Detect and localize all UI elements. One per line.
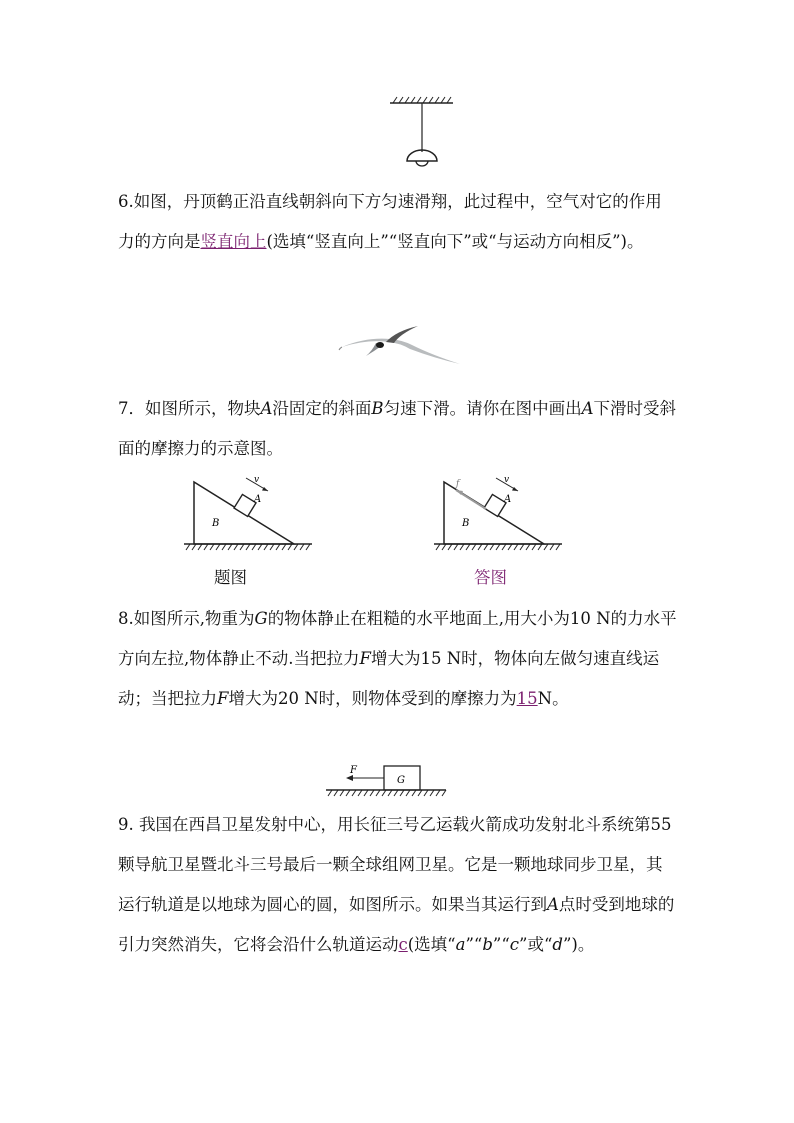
q8-var-f2: F <box>217 689 229 708</box>
question-6 <box>118 182 678 262</box>
q9-text-2: 点时受到地球的引力突然消失，它将会沿什么轨道运动 <box>118 895 675 954</box>
question-9 <box>118 805 678 965</box>
q8-answer: 15 <box>516 689 538 708</box>
q7-var-a2: A <box>581 399 594 418</box>
q9-option-d: d <box>552 935 563 954</box>
incline-answer-figure <box>430 470 565 552</box>
q7-text-1: 7．如图所示，物块 <box>118 399 261 418</box>
velocity-label: v <box>254 475 260 485</box>
q8-text-3: 增大为15 N时，物体向左做匀速直线运动；当把拉力 <box>118 649 660 708</box>
q8-text-1: 8.如图所示,物重为 <box>118 609 255 628</box>
caption-question-figure: 题图 <box>214 568 247 587</box>
q7-var-a: A <box>260 399 273 418</box>
q9-answer: c <box>398 935 408 954</box>
q9-option-a: a <box>455 935 466 954</box>
q7-text-2: 沿固定的斜面 <box>272 399 372 418</box>
q8-var-f1: F <box>359 649 371 668</box>
q6-text-b: (选填“竖直向上”“竖直向下”或“与运动方向相反”)。 <box>266 232 644 251</box>
velocity-label: v <box>504 475 510 485</box>
question-8 <box>118 599 678 719</box>
q9-sep-3: ”或“ <box>519 935 553 954</box>
slope-label: B <box>462 518 470 529</box>
q9-option-b: b <box>482 935 493 954</box>
q9-text-1: 9. 我国在西昌卫星发射中心，用长征三号乙运载火箭成功发射北斗系统第55颗导航卫星暨北斗三号最后一颗全球组网卫星。它是一颗地球同步卫星，其运行轨道是以地球为圆心的圆，如图所示。如果当其运行到 <box>118 815 672 914</box>
q9-text-4: ”)。 <box>562 935 595 954</box>
q6-text-a: 6.如图，丹顶鹤正沿直线朝斜向下方匀速滑翔，此过程中，空气对它的作用力的方向是 <box>118 192 662 251</box>
q8-text-5: N。 <box>537 689 569 708</box>
block-g-label: G <box>397 775 405 786</box>
force-f-label: F <box>350 765 357 776</box>
question-7 <box>118 389 678 469</box>
incline-question-figure <box>180 470 315 552</box>
q8-text-4: 增大为20 N时，则物体受到的摩擦力为 <box>228 689 517 708</box>
q9-text-3: (选填“ <box>407 935 456 954</box>
crane-bird-figure <box>338 325 463 367</box>
hanging-lamp-figure <box>385 95 460 175</box>
slope-label: B <box>212 518 220 529</box>
block-label: A <box>504 494 512 505</box>
q7-var-b: B <box>371 399 384 418</box>
q9-var-a: A <box>547 895 559 914</box>
q9-option-c: c <box>509 935 520 954</box>
block-on-ground-figure <box>322 762 450 802</box>
q8-var-g: G <box>254 609 268 628</box>
q6-answer: 竖直向上 <box>200 232 267 251</box>
friction-label: f <box>456 479 460 489</box>
q9-sep-2: ”“ <box>492 935 510 954</box>
q9-sep-1: ”“ <box>465 935 483 954</box>
block-label: A <box>254 494 262 505</box>
q7-text-4: 下滑时受斜面的摩擦力的示意图。 <box>118 399 676 458</box>
q8-text-2: 的物体静止在粗糙的水平地面上,用大小为10 N的力水平方向左拉,物体静止不动.当把拉力 <box>118 609 677 668</box>
q7-text-3: 匀速下滑。请你在图中画出 <box>383 399 582 418</box>
caption-answer-figure: 答图 <box>474 568 507 587</box>
